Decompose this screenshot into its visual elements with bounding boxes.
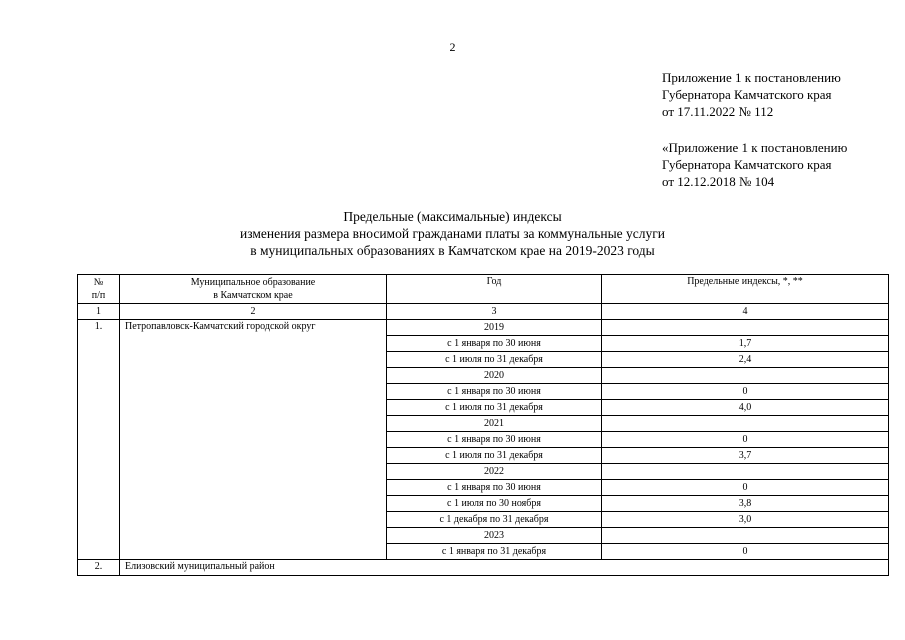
index-value-cell xyxy=(602,320,889,336)
header-year-cell: Год xyxy=(387,275,602,304)
index-value-cell xyxy=(602,464,889,480)
appendix-current-line: Приложение 1 к постановлению xyxy=(662,70,841,85)
appendix-previous-line: «Приложение 1 к постановлению xyxy=(662,140,848,155)
header-municipality-line: Муниципальное образование xyxy=(190,277,316,288)
index-value-cell: 4,0 xyxy=(602,400,889,416)
row-number-cell: 1. xyxy=(78,320,120,560)
period-cell: с 1 июля по 31 декабря xyxy=(387,400,602,416)
index-value-cell: 1,7 xyxy=(602,336,889,352)
table-row xyxy=(78,560,889,576)
column-number-row xyxy=(78,304,889,320)
period-cell: 2022 xyxy=(387,464,602,480)
title-line: изменения размера вносимой гражданами платы за коммунальные услуги xyxy=(239,226,666,241)
index-value-cell: 2,4 xyxy=(602,352,889,368)
period-cell: с 1 января по 30 июня xyxy=(387,336,602,352)
index-value-cell: 0 xyxy=(602,544,889,560)
table-row xyxy=(78,320,889,336)
period-cell: с 1 июля по 31 декабря xyxy=(387,352,602,368)
index-value-cell xyxy=(602,528,889,544)
index-value-cell xyxy=(602,416,889,432)
period-cell: 2020 xyxy=(387,368,602,384)
index-value-cell: 3,0 xyxy=(602,512,889,528)
appendix-previous-line: Губернатора Камчатского края xyxy=(662,157,832,172)
title-line: в муниципальных образованиях в Камчатском крае на 2019-2023 годы xyxy=(250,243,655,258)
appendix-previous-line: от 12.12.2018 № 104 xyxy=(662,174,775,189)
municipality-cell: Елизовский муниципальный район xyxy=(120,560,889,576)
appendix-previous xyxy=(662,139,847,190)
index-value-cell: 3,8 xyxy=(602,496,889,512)
appendix-current-line: от 17.11.2022 № 112 xyxy=(662,104,774,119)
header-num-cell xyxy=(78,275,120,304)
period-cell: 2023 xyxy=(387,528,602,544)
period-cell: с 1 декабря по 31 декабря xyxy=(387,512,602,528)
appendix-current-line: Губернатора Камчатского края xyxy=(662,87,832,102)
column-number-cell: 2 xyxy=(120,304,387,320)
period-cell: с 1 января по 30 июня xyxy=(387,384,602,400)
period-cell: с 1 июля по 31 декабря xyxy=(387,448,602,464)
period-cell: с 1 января по 30 июня xyxy=(387,480,602,496)
indices-table xyxy=(77,274,889,576)
header-num-line: п/п xyxy=(91,290,106,301)
period-cell: с 1 января по 31 декабря xyxy=(387,544,602,560)
period-cell: с 1 июля по 30 ноября xyxy=(387,496,602,512)
header-municipality-cell xyxy=(120,275,387,304)
row-number-cell: 2. xyxy=(78,560,120,576)
index-value-cell: 0 xyxy=(602,384,889,400)
page-number: 2 xyxy=(449,40,456,54)
header-index-cell: Предельные индексы, *, ** xyxy=(602,275,889,304)
column-number-cell: 1 xyxy=(78,304,120,320)
header-municipality-line: в Камчатском крае xyxy=(213,290,293,301)
appendix-current xyxy=(662,69,841,120)
title-line: Предельные (максимальные) индексы xyxy=(343,209,562,224)
index-value-cell xyxy=(602,368,889,384)
period-cell: с 1 января по 30 июня xyxy=(387,432,602,448)
index-value-cell: 0 xyxy=(602,480,889,496)
header-row xyxy=(78,275,889,304)
header-num-line: № xyxy=(93,277,104,288)
index-value-cell: 0 xyxy=(602,432,889,448)
document-title xyxy=(0,208,905,259)
municipality-cell: Петропавловск-Камчатский городской округ xyxy=(120,320,387,560)
index-value-cell: 3,7 xyxy=(602,448,889,464)
period-cell: 2019 xyxy=(387,320,602,336)
column-number-cell: 3 xyxy=(387,304,602,320)
period-cell: 2021 xyxy=(387,416,602,432)
column-number-cell: 4 xyxy=(602,304,889,320)
